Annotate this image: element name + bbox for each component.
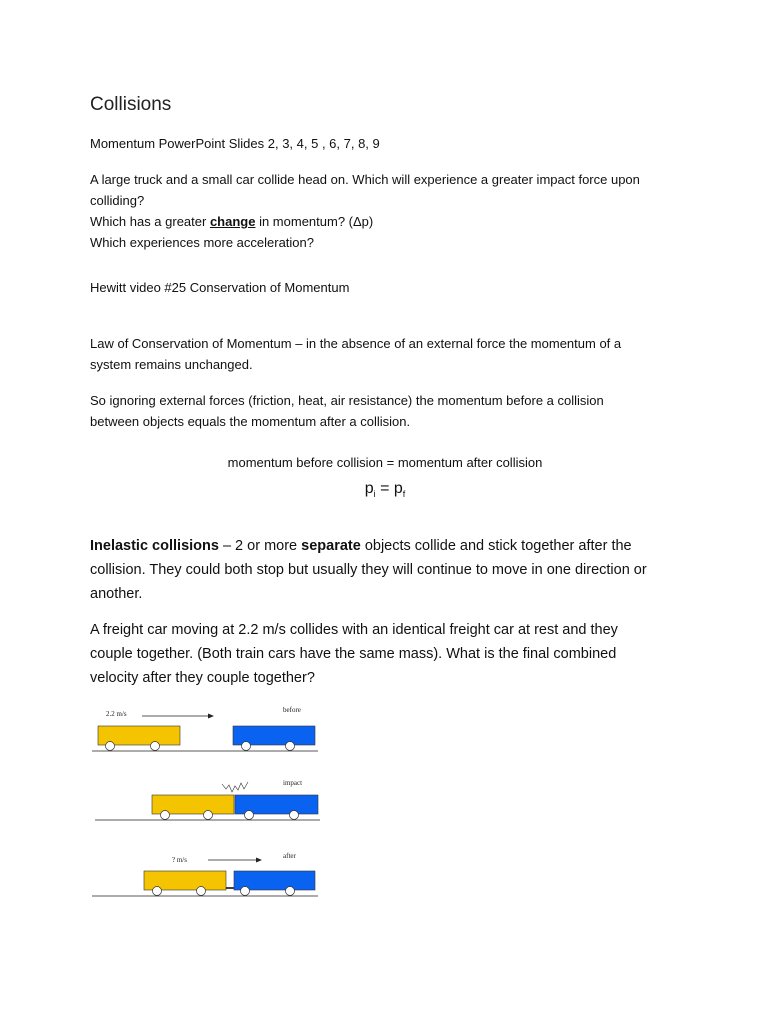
wheel-icon [204,811,213,820]
impact-scene [95,779,320,820]
video-reference: Hewitt video #25 Conservation of Momentum [90,280,350,295]
wheel-icon [241,887,250,896]
ignore-line-1: So ignoring external forces (friction, heat, air resistance) the momentum before a collision [90,393,604,408]
slides-reference: Momentum PowerPoint Slides 2, 3, 4, 5 , 6, 7, 8, 9 [90,136,380,151]
speed-after-label: ? m/s [172,856,187,864]
separate-keyword: separate [301,538,361,554]
question-line-1: A large truck and a small car collide head on. Which will experience a greater impact force upon [90,172,640,187]
change-keyword: change [209,214,256,229]
problem-line-2: couple together. (Both train cars have the same mass). What is the final combined [90,646,617,662]
problem-line-3: velocity after they couple together? [90,670,315,686]
momentum-equation-symbols: $p_i = p_f$ [364,480,406,500]
wheel-icon [242,742,251,751]
inelastic-line-3: another. [90,586,143,602]
inelastic-line-2: collision. They could both stop but usually they will continue to move in one direction or [90,562,647,578]
question-change-momentum: Which has a greater change in momentum? (Δp) [90,214,374,229]
momentum-equation-words: momentum before collision = momentum after collision [227,455,543,470]
law-line-1: Law of Conservation of Momentum – in the absence of an external force the momentum of a [90,336,622,351]
wheel-icon [161,811,170,820]
page-title: Collisions [90,94,172,115]
after-scene [92,852,318,896]
wheel-icon [286,887,295,896]
wheel-icon [106,742,115,751]
wheel-icon [290,811,299,820]
question-line-2: colliding? [90,193,145,208]
arrow-head-before [208,714,214,719]
wheel-icon [153,887,162,896]
inelastic-term: Inelastic collisions [90,538,219,554]
impact-label: impact [283,779,303,787]
question-acceleration: Which experiences more acceleration? [90,235,314,250]
wheel-icon [197,887,206,896]
wheel-icon [245,811,254,820]
before-label: before [283,706,301,714]
law-line-2: system remains unchanged. [90,357,253,372]
wheel-icon [286,742,295,751]
ignore-line-2: between objects equals the momentum after a collision. [90,414,411,429]
speed-before-label: 2.2 m/s [106,710,127,718]
after-label: after [283,852,296,860]
impact-spark-icon [222,782,248,792]
problem-line-1: A freight car moving at 2.2 m/s collides with an identical freight car at rest and they [90,622,618,638]
inelastic-definition: Inelastic collisions – 2 or more separate objects collide and stick together after the collision. They could both stop but usually they will continue to move in one direction or another. [90,538,647,602]
wheel-icon [151,742,160,751]
arrow-head-after [256,858,262,863]
before-scene [92,706,318,751]
